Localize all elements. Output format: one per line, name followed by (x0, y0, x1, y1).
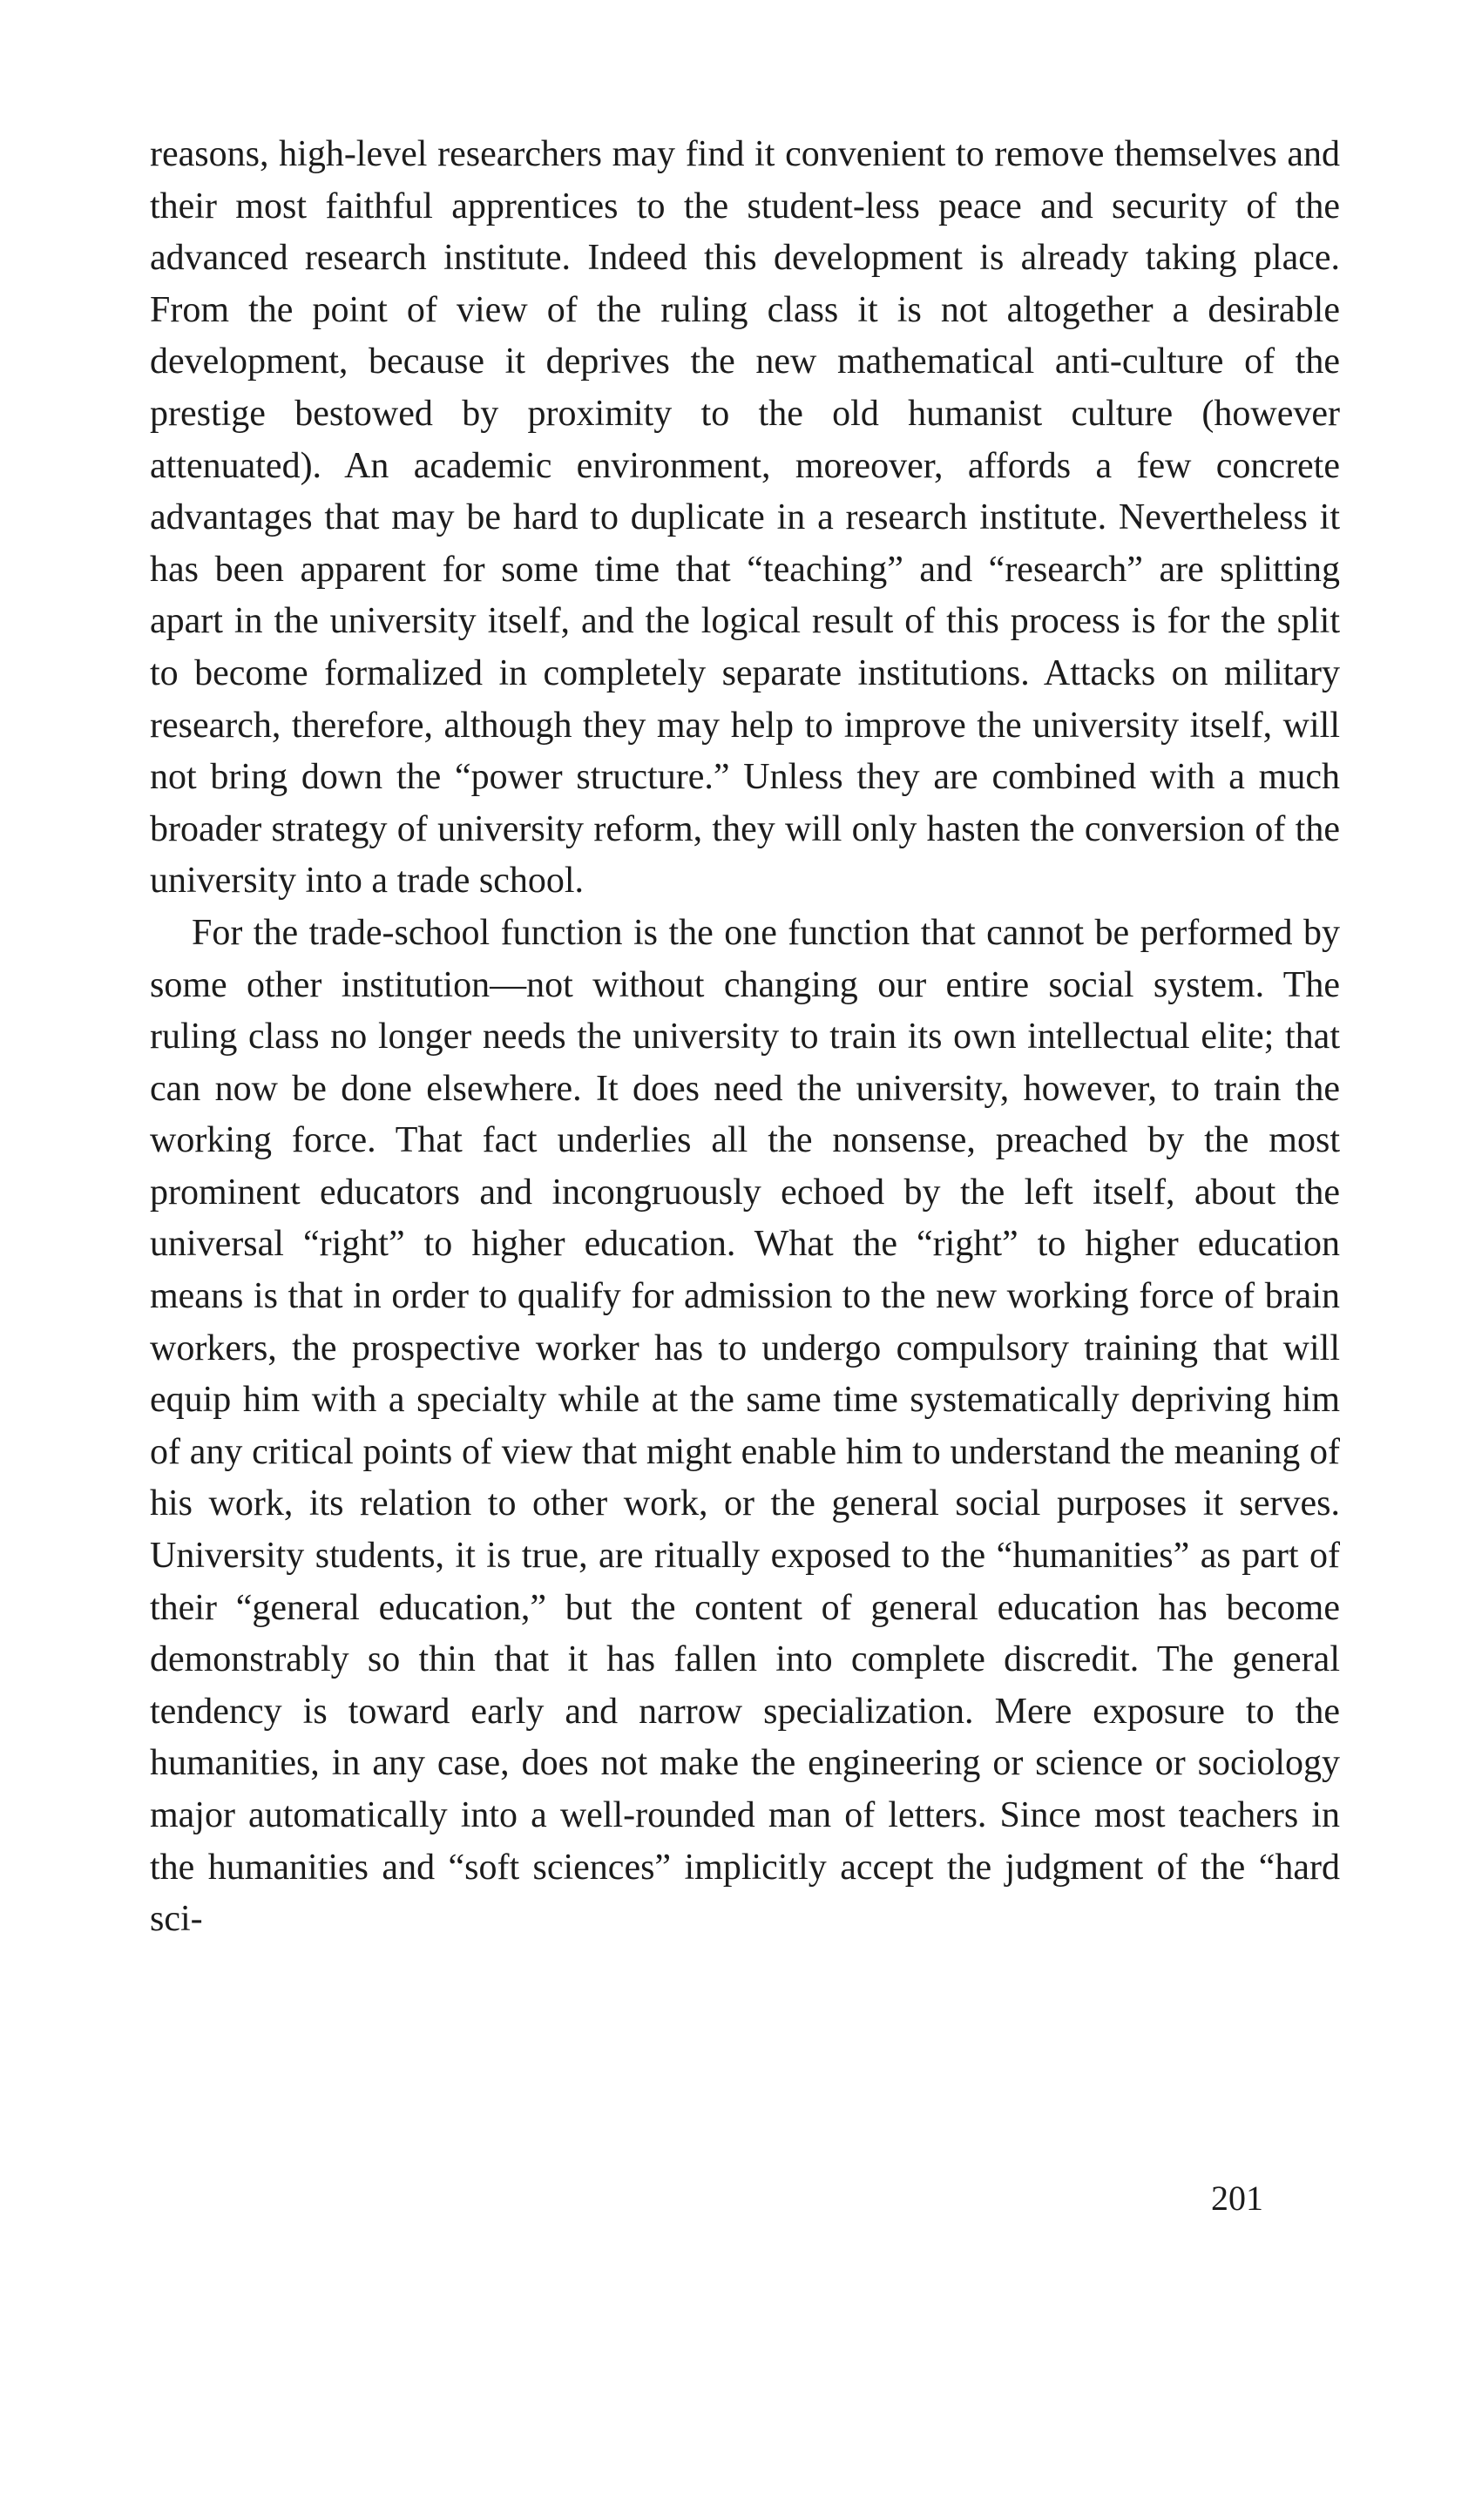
paragraph-1: reasons, high-level researchers may find it convenient to remove themselves and their most faithful apprentices to the student-less peace and security of the advanced research institute. Indeed this development is already taking place. From the point of view of the ruling class it is not altogether a desirable development, because it deprives the new mathematical anti-culture of the prestige bestowed by proximity to the old humanist culture (however attenuated). An academic environment, moreover, affords a few concrete advantages that may be hard to duplicate in a research institute. Nevertheless it has been apparent for some time that “teaching” and “research” are splitting apart in the university itself, and the logical result of this process is for the split to become formalized in completely separate institutions. Attacks on military research, therefore, although they may help to improve the university itself, will not bring down the “power structure.” Unless they are combined with a much broader strategy of university reform, they will only hasten the conversion of the university into a trade school. (150, 134, 1340, 902)
paragraph-2: For the trade-school function is the one function that cannot be performed by some other institution—not without changing our entire social system. The ruling class no longer needs the university to train its own intellectual elite; that can now be done elsewhere. It does need the university, however, to train the working force. That fact underlies all the nonsense, preached by the most prominent educators and incongruously echoed by the left itself, about the universal “right” to higher education. What the “right” to higher education means is that in order to qualify for admission to the new working force of brain workers, the prospective worker has to undergo compulsory training that will equip him with a specialty while at the same time systematically depriving him of any critical points of view that might enable him to understand the meaning of his work, its relation to other work, or the general social purposes it serves. University students, it is true, are ritually exposed to the “humanities” as part of their “general education,” but the content of general education has become demonstrably so thin that it has fallen into complete discredit. The general tendency is toward early and narrow specialization. Mere exposure to the humanities, in any case, does not make the engineering or science or sociology major automatically into a well-rounded man of letters. Since most teachers in the humanities and “soft sciences” implicitly accept the judgment of the “hard sci- (150, 912, 1340, 1940)
page-number: 201 (1211, 2179, 1263, 2218)
body-text (150, 129, 1340, 1946)
